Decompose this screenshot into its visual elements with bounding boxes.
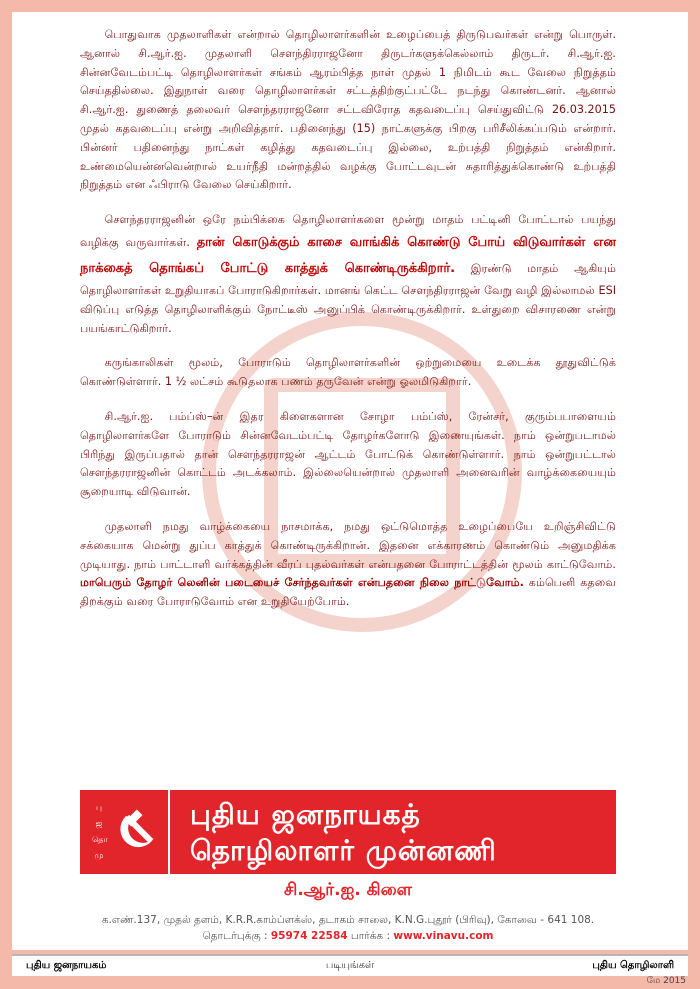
contact-line bbox=[80, 928, 616, 944]
paragraph-3-text: கருங்காலிகள் மூலம், போராடும் தொழிலாளர்களின் ஒற்றுமையை உடைக்க தூதுவிட்டுக் கொண்டுள்ளார். 1 ½ லட்சம் கூடுதலாக பணம் தருவேன் என்று ஓலமிடுகிறார். bbox=[80, 356, 616, 389]
initial-2: ஜ bbox=[95, 819, 103, 828]
organization-title-line1: புதிய ஜனநாயகத் bbox=[190, 798, 421, 831]
paragraph-2-emphasis: தான் கொடுக்கும் காசை வாங்கிக் கொண்டு போய் விடுவார்கள் என நாக்கைத் தொங்கப் போட்டு காத்துக் கொண்டிருக்கிறார். bbox=[80, 234, 616, 276]
branch-name: சி.ஆர்.ஐ. கிளை bbox=[284, 880, 412, 900]
organization-title-line2: தொழிலாளர் முன்னணி bbox=[190, 834, 497, 867]
contact-address bbox=[80, 912, 616, 944]
phone-number: 95974 22584 bbox=[270, 930, 348, 942]
website-link[interactable]: www.vinavu.com bbox=[393, 930, 494, 942]
banner-emblem-block bbox=[80, 790, 170, 874]
initial-4: மு bbox=[94, 851, 104, 860]
footer-bar bbox=[12, 954, 688, 976]
hammer-sickle-icon bbox=[116, 808, 162, 854]
paragraph-2 bbox=[80, 211, 616, 338]
leaflet-body bbox=[80, 26, 616, 628]
paragraph-3 bbox=[80, 354, 616, 392]
paragraph-2-end: இரண்டு மாதம் ஆகியும் தொழிலாளர்கள் உறுதியாகப் போராடுகிறார்கள். மானங் கெட்ட சௌந்திரராஜன் வேறு வழி இல்லாமல் ESI விடுப்பு எடுத்த தொழிலாளிக்கும் நோட்டீஸ் அனுப்பிக் கொண்டிருக்கிறார். உள்துறை விசாரணை என்று பயங்காட்டுகிறார். bbox=[80, 261, 617, 335]
paragraph-1 bbox=[80, 26, 616, 195]
organization-initials bbox=[92, 800, 106, 864]
paragraph-2-start: சௌந்தரராஜனின் ஒரே நம்பிக்கை தொழிலாளர்களை மூன்று மாதம் பட்டினி போட்டால் பயந்து வழிக்கு வருவார்கள். bbox=[80, 213, 616, 249]
organization-banner bbox=[80, 790, 616, 874]
paragraph-4-text: சி.ஆர்.ஐ. பம்ப்ஸ்–ன் இதர கிளைகளான சோழா பம்ப்ஸ், ரேன்சர், குரும்பபாளையம் தொழிலாளர்களே போராடும் சின்னவேடம்பட்டி தோழர்களோடு இணையுங்கள். நாம் ஒன்றுபடாமல் பிரிந்து இருப்பதால் தான் சௌந்தரராஜன் ஆட்டம் போட்டுக் கொண்டுள்ளார். நாம் ஒன்றுபட்டால் சௌந்தரராஜனின் கொட்டம் அடக்கலாம். இல்லையென்றால் முதலாளி அனைவரின் வாழ்க்கையையும் சூறையாடி விடுவான். bbox=[80, 409, 616, 499]
footer-left-publication: புதிய ஜனநாயகம் bbox=[26, 960, 107, 971]
address-line: க.எண்.137, முதல் தளம், K.R.R.காம்ப்ளக்ஸ், தடாகம் சாலை, K.N.G.புதூர் (பிரிவு), கோவை - 641 108. bbox=[101, 914, 595, 926]
web-label: பார்க்க : bbox=[347, 930, 394, 942]
initial-3: தொ bbox=[92, 835, 108, 844]
paragraph-5-start: முதலாளி நமது வாழ்க்கையை நாசமாக்க, நமது ஒட்டுமொத்த உழைப்பையே உறிஞ்சிவிட்டு சக்கையாக மென்று துப்ப காத்துக் கொண்டிருக்கிறான். இதனை எக்காரணம் கொண்டும் அனுமதிக்க முடியாது. நாம் பாட்டாளி வர்க்கத்தின் வீரப் புதல்வர்கள் என்பதனை போராட்டத்தின் மூலம் காட்டுவோம். bbox=[80, 519, 616, 571]
footer-right-publication: புதிய தொழிலாளி bbox=[592, 960, 674, 971]
contact-label: தொடர்புக்கு : bbox=[202, 930, 271, 942]
issue-date: மே 2015 bbox=[646, 976, 686, 986]
initial-1: பு bbox=[96, 803, 102, 812]
footer-center-text: படியுங்கள் bbox=[325, 960, 375, 971]
paragraph-5-end: கம்பெனி கதவை திறக்கும் வரை போராடுவோம் என உறுதியேற்போம். bbox=[80, 576, 616, 609]
paragraph-5 bbox=[80, 518, 616, 612]
paragraph-4 bbox=[80, 408, 616, 502]
paragraph-1-text: பொதுவாக முதலாளிகள் என்றால் தொழிலாளர்களின் உழைப்பைத் திருடுபவர்கள் என்று பொருள். ஆனால் சி.ஆர்.ஐ. முதலாளி சௌந்திரராஜனோ திருடர்களுக்கெல்லாம் திருடர். சி.ஆர்.ஐ. சின்னவேடம்பட்டி தொழிலாளர்கள் சங்கம் ஆரம்பித்த நாள் முதல் 1 நிமிடம் கூட வேலை நிறுத்தம் செய்ததில்லை. இதுநாள் வரை தொழிலாளர்கள் சட்டத்திற்குட்பட்டே நடந்து கொண்டனர். ஆனால் சி.ஆர்.ஐ. துணைத் தலைவர் சௌந்தரராஜனோ சட்டவிரோத கதவடைப்பு செய்துவிட்டு 26.03.2015 முதல் கதவடைப்பு என்று அறிவித்தார். பதினைந்து (15) நாட்களுக்கு பிறகு பரிசீலிக்கப்படும் என்றார். பின்னர் பதினைந்து நாட்கள் கழித்து கதவடைப்பு இல்லை, உற்பத்தி நிறுத்தம் என்கிறார். உண்மையென்னவென்றால் உயர்நீதி மன்றத்தில் வழக்கு போட்டவுடன் சுதாரித்துக்கொண்டு உற்பத்தி நிறுத்தம் என ஃபிராடு வேலை செய்கிறார். bbox=[80, 28, 616, 192]
paragraph-5-emphasis: மாபெரும் தோழர் லெனின் படையைச் சேர்ந்தவர்கள் என்பதனை நிலை நாட்டுவோம். bbox=[80, 576, 524, 590]
